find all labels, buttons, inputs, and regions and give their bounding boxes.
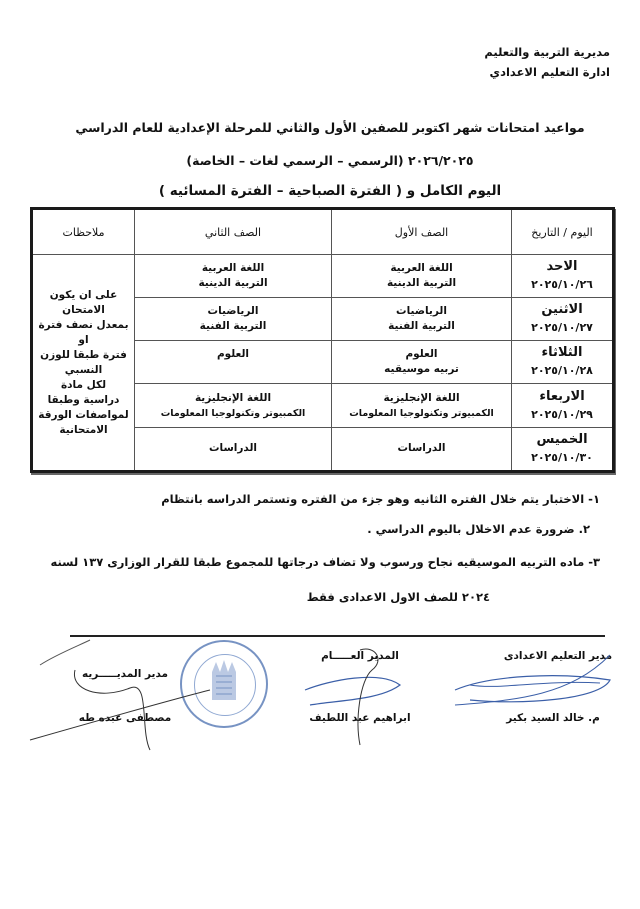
notes-cell (32, 255, 135, 472)
org-line-administration: ادارة التعليم الاعدادي (489, 65, 610, 79)
grade1-cell (332, 298, 512, 341)
subject: تربيه موسيقيه (384, 363, 459, 376)
header-grade2: الصف الثاني (135, 209, 332, 255)
table-row (32, 255, 614, 298)
subject: التربية الفنية (199, 320, 267, 333)
grade2-cell (135, 298, 332, 341)
grade2-cell (135, 255, 332, 298)
grade1-cell (332, 384, 512, 427)
signature-name-directorate: مصطفى عبده طه (78, 712, 172, 724)
subject: الكمبيوتر وتكنولوجيا المعلومات (160, 407, 306, 419)
header-day-date: اليوم / التاريخ (512, 209, 614, 255)
exam-date: ٢٠٢٥/١٠/٢٩ (531, 407, 593, 421)
subject: التربية الدينية (198, 277, 268, 290)
note-line: الامتحانية (59, 423, 108, 436)
exam-schedule-table (30, 207, 615, 473)
subject: العلوم (216, 348, 250, 361)
signature-title-secondary-ed: مدير التعليم الاعدادى (503, 650, 613, 662)
org-header (484, 42, 610, 82)
rule-3-continued: ٢٠٢٤ للصف الاول الاعدادى فقط (306, 590, 490, 604)
grade2-cell (135, 427, 332, 471)
day-name: الخميس (536, 431, 588, 447)
subject: التربية الدينية (386, 277, 457, 290)
note-line: على ان يكون (49, 288, 118, 301)
signature-name-secondary-ed: م. خالد السيد بكير (506, 712, 600, 724)
subject: الدراسات (397, 442, 446, 455)
signature-name-general-director: ابراهيم عبد اللطيف (309, 712, 411, 724)
subject: الرياضيات (207, 305, 259, 318)
day-name: الاحد (546, 259, 578, 275)
grade2-cell (135, 341, 332, 384)
note-line: دراسية وطبقا (47, 393, 120, 406)
subject: اللغة الإنجليزية (194, 391, 272, 404)
day-date-cell (512, 341, 614, 384)
day-date-cell (512, 298, 614, 341)
note-line: بمعدل نصف فترة او (38, 318, 129, 346)
subject: اللغة العربية (201, 262, 265, 275)
grade1-cell (332, 255, 512, 298)
note-line: لكل مادة (60, 378, 107, 391)
subject: اللغة الإنجليزية (383, 391, 460, 404)
document-title: مواعيد امتحانات شهر اكتوبر للصفين الأول والثاني للمرحلة الإعدادية للعام الدراسي (75, 120, 585, 135)
note-line: لمواصفات الورقة (38, 408, 129, 421)
header-grade1: الصف الأول (332, 209, 512, 255)
exam-date: ٢٠٢٥/١٠/٢٧ (531, 321, 593, 335)
signature-title-general-director: المدير العـــــام (321, 650, 399, 662)
rule-2: ٢. ضرورة عدم الاخلال باليوم الدراسي . (367, 522, 590, 536)
table-header-row (32, 209, 614, 255)
day-date-cell (512, 384, 614, 427)
exam-date: ٢٠٢٥/١٠/٢٨ (531, 364, 593, 378)
org-line-directorate: مديرية التربية والتعليم (484, 45, 610, 59)
day-name: الاثنين (541, 302, 583, 318)
rule-3: ٣- ماده التربيه الموسيقيه نجاح ورسوب ولا تضاف درجاتها للمجموع طبقا للقرار الوزارى ١٣٧ لسنه (50, 555, 600, 569)
grade1-cell (332, 427, 512, 471)
subject: اللغة العربية (390, 262, 453, 275)
exam-date: ٢٠٢٥/١٠/٢٦ (531, 278, 593, 292)
subject: الكمبيوتر وتكنولوجيا المعلومات (349, 407, 494, 419)
day-date-cell (512, 427, 614, 471)
grade1-cell (332, 341, 512, 384)
header-notes: ملاحظات (32, 209, 135, 255)
day-name: الاربعاء (539, 388, 585, 404)
official-stamp (180, 640, 268, 728)
grade2-cell (135, 384, 332, 427)
note-line: الامتحان (62, 303, 105, 316)
day-date-cell (512, 255, 614, 298)
subject: العلوم (405, 348, 438, 361)
exam-date: ٢٠٢٥/١٠/٣٠ (531, 450, 593, 464)
document-subtitle: ٢٠٢٦/٢٠٢٥ (الرسمي – الرسمي لغات – الخاصة) (186, 153, 474, 168)
signature-title-directorate: مدير المديـــــريه (81, 668, 169, 680)
eagle-emblem-icon (182, 642, 266, 726)
subject: الدراسات (208, 442, 258, 455)
document-periods: اليوم الكامل و ( الفترة الصباحية – الفترة المسائيه ) (158, 183, 502, 199)
subject: التربية الفنية (388, 320, 455, 333)
subject: الرياضيات (396, 305, 447, 318)
divider-line (70, 635, 605, 637)
day-name: الثلاثاء (541, 345, 583, 361)
note-line: فترة طبقا للوزن النسبي (40, 348, 127, 376)
rule-1: ١- الاختبار يتم خلال الفتره الثانيه وهو جزء من الفتره وتستمر الدراسه بانتظام (161, 492, 600, 506)
